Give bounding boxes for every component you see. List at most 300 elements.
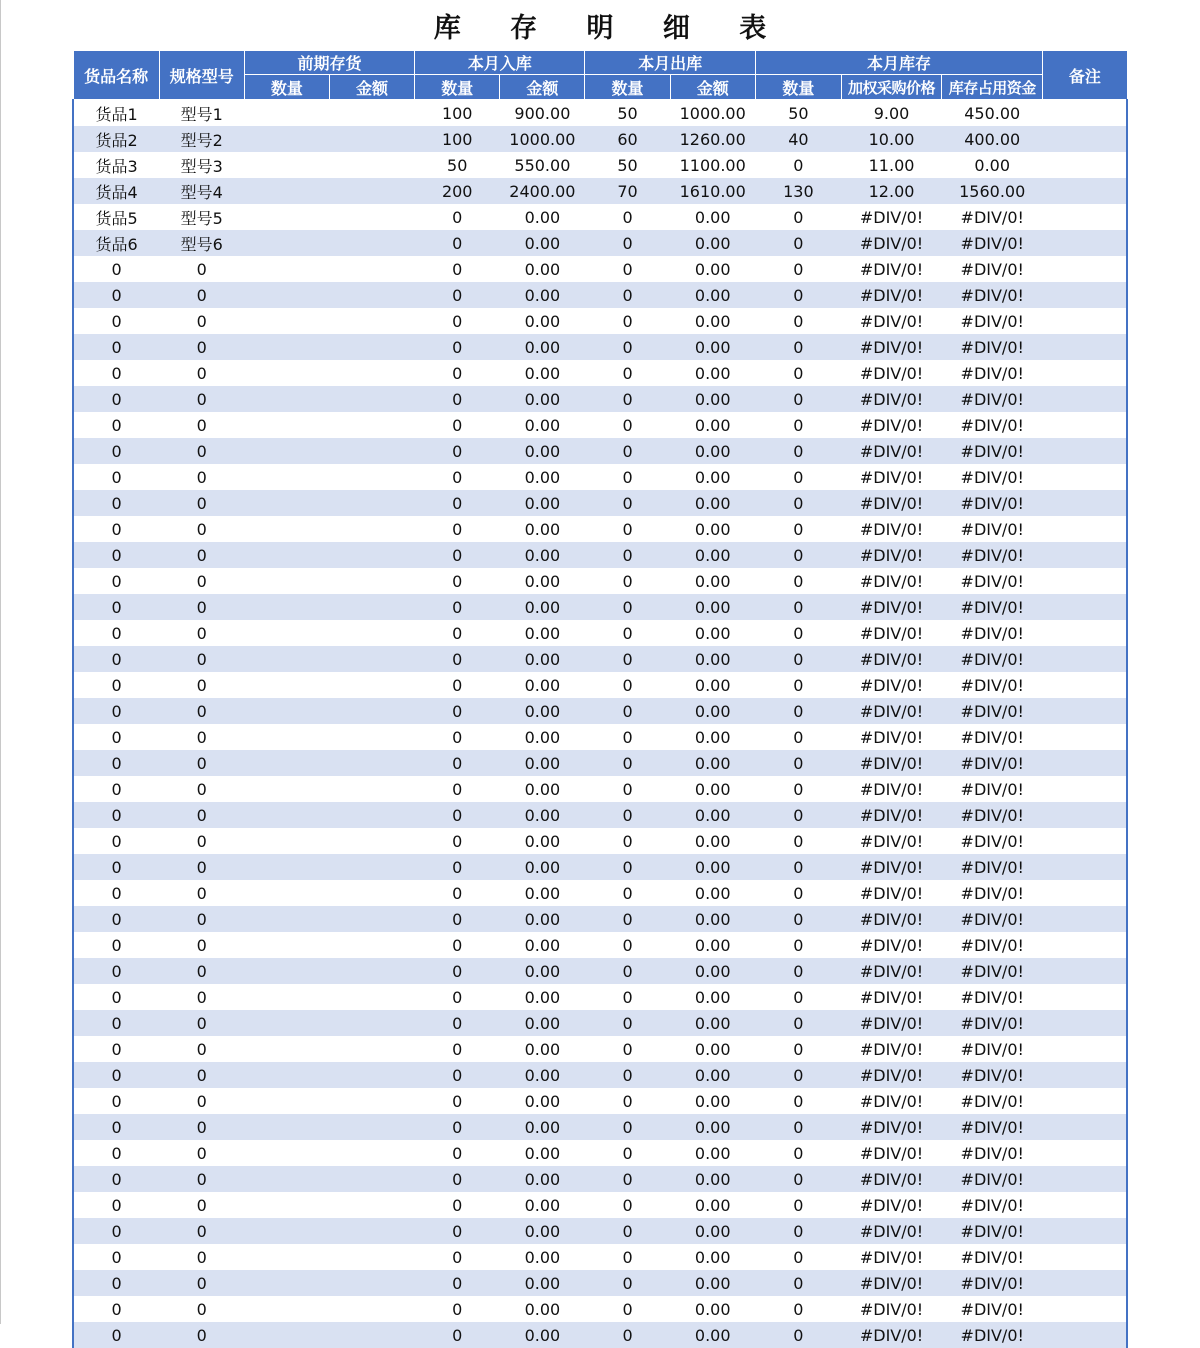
cell-weighted-price[interactable]: #DIV/0!	[841, 958, 941, 984]
cell-weighted-price[interactable]: #DIV/0!	[841, 386, 941, 412]
cell-weighted-price[interactable]: #DIV/0!	[841, 698, 941, 724]
cell-prev-amount[interactable]	[329, 828, 414, 854]
cell-remark[interactable]	[1043, 776, 1127, 802]
cell-stock-qty[interactable]: 0	[755, 1270, 841, 1296]
cell-out-qty[interactable]: 0	[585, 776, 670, 802]
cell-out-amount[interactable]: 1260.00	[670, 126, 755, 152]
cell-out-qty[interactable]: 0	[585, 1218, 670, 1244]
cell-spec[interactable]: 0	[159, 698, 244, 724]
cell-in-qty[interactable]: 0	[415, 958, 500, 984]
cell-in-qty[interactable]: 0	[415, 204, 500, 230]
cell-prev-qty[interactable]	[244, 1062, 329, 1088]
cell-name[interactable]: 0	[73, 412, 159, 438]
cell-in-amount[interactable]: 0.00	[500, 204, 585, 230]
cell-out-qty[interactable]: 60	[585, 126, 670, 152]
cell-weighted-price[interactable]: #DIV/0!	[841, 1088, 941, 1114]
cell-spec[interactable]: 0	[159, 1218, 244, 1244]
cell-prev-amount[interactable]	[329, 516, 414, 542]
cell-capital[interactable]: 450.00	[942, 100, 1043, 127]
cell-stock-qty[interactable]: 0	[755, 1114, 841, 1140]
cell-remark[interactable]	[1043, 646, 1127, 672]
cell-spec[interactable]: 0	[159, 1036, 244, 1062]
cell-stock-qty[interactable]: 0	[755, 1296, 841, 1322]
cell-weighted-price[interactable]: #DIV/0!	[841, 906, 941, 932]
header-prev-group[interactable]: 前期存货	[244, 51, 414, 75]
cell-out-amount[interactable]: 0.00	[670, 802, 755, 828]
cell-weighted-price[interactable]: #DIV/0!	[841, 1244, 941, 1270]
cell-prev-qty[interactable]	[244, 308, 329, 334]
cell-out-amount[interactable]: 0.00	[670, 256, 755, 282]
cell-prev-qty[interactable]	[244, 698, 329, 724]
cell-in-amount[interactable]: 0.00	[500, 646, 585, 672]
cell-prev-qty[interactable]	[244, 386, 329, 412]
cell-remark[interactable]	[1043, 984, 1127, 1010]
cell-remark[interactable]	[1043, 1192, 1127, 1218]
cell-out-qty[interactable]: 0	[585, 412, 670, 438]
header-spec[interactable]: 规格型号	[159, 51, 244, 100]
cell-name[interactable]: 0	[73, 802, 159, 828]
cell-stock-qty[interactable]: 0	[755, 1244, 841, 1270]
cell-in-amount[interactable]: 0.00	[500, 464, 585, 490]
cell-stock-qty[interactable]: 50	[755, 100, 841, 127]
cell-out-qty[interactable]: 0	[585, 542, 670, 568]
cell-remark[interactable]	[1043, 1296, 1127, 1322]
cell-out-amount[interactable]: 0.00	[670, 724, 755, 750]
cell-name[interactable]: 0	[73, 1140, 159, 1166]
cell-remark[interactable]	[1043, 828, 1127, 854]
cell-prev-amount[interactable]	[329, 594, 414, 620]
cell-prev-qty[interactable]	[244, 204, 329, 230]
cell-prev-amount[interactable]	[329, 906, 414, 932]
cell-name[interactable]: 0	[73, 1010, 159, 1036]
cell-prev-amount[interactable]	[329, 256, 414, 282]
cell-spec[interactable]: 0	[159, 802, 244, 828]
cell-out-amount[interactable]: 0.00	[670, 672, 755, 698]
cell-stock-qty[interactable]: 0	[755, 854, 841, 880]
cell-name[interactable]: 货品5	[73, 204, 159, 230]
cell-name[interactable]: 0	[73, 724, 159, 750]
cell-spec[interactable]: 0	[159, 438, 244, 464]
cell-in-amount[interactable]: 0.00	[500, 672, 585, 698]
cell-name[interactable]: 0	[73, 698, 159, 724]
cell-in-amount[interactable]: 0.00	[500, 932, 585, 958]
cell-capital[interactable]: #DIV/0!	[942, 1244, 1043, 1270]
cell-capital[interactable]: #DIV/0!	[942, 854, 1043, 880]
cell-prev-qty[interactable]	[244, 412, 329, 438]
cell-prev-amount[interactable]	[329, 750, 414, 776]
cell-in-qty[interactable]: 0	[415, 984, 500, 1010]
cell-out-amount[interactable]: 0.00	[670, 308, 755, 334]
cell-spec[interactable]: 0	[159, 906, 244, 932]
cell-prev-qty[interactable]	[244, 126, 329, 152]
cell-weighted-price[interactable]: 11.00	[841, 152, 941, 178]
cell-prev-amount[interactable]	[329, 1088, 414, 1114]
cell-prev-qty[interactable]	[244, 1322, 329, 1348]
cell-out-qty[interactable]: 0	[585, 1036, 670, 1062]
cell-out-qty[interactable]: 0	[585, 672, 670, 698]
cell-weighted-price[interactable]: #DIV/0!	[841, 308, 941, 334]
cell-prev-amount[interactable]	[329, 776, 414, 802]
cell-name[interactable]: 货品3	[73, 152, 159, 178]
cell-prev-amount[interactable]	[329, 984, 414, 1010]
cell-name[interactable]: 0	[73, 854, 159, 880]
cell-stock-qty[interactable]: 0	[755, 906, 841, 932]
cell-prev-qty[interactable]	[244, 932, 329, 958]
cell-weighted-price[interactable]: #DIV/0!	[841, 360, 941, 386]
cell-spec[interactable]: 0	[159, 386, 244, 412]
cell-out-amount[interactable]: 0.00	[670, 490, 755, 516]
cell-name[interactable]: 0	[73, 308, 159, 334]
cell-in-amount[interactable]: 0.00	[500, 1244, 585, 1270]
cell-capital[interactable]: #DIV/0!	[942, 880, 1043, 906]
cell-stock-qty[interactable]: 0	[755, 152, 841, 178]
cell-out-qty[interactable]: 0	[585, 932, 670, 958]
cell-prev-qty[interactable]	[244, 958, 329, 984]
cell-remark[interactable]	[1043, 1114, 1127, 1140]
cell-out-qty[interactable]: 0	[585, 958, 670, 984]
cell-out-amount[interactable]: 0.00	[670, 516, 755, 542]
cell-spec[interactable]: 0	[159, 412, 244, 438]
cell-in-amount[interactable]: 0.00	[500, 776, 585, 802]
cell-prev-amount[interactable]	[329, 1244, 414, 1270]
cell-out-amount[interactable]: 0.00	[670, 464, 755, 490]
cell-stock-qty[interactable]: 0	[755, 282, 841, 308]
cell-name[interactable]: 货品2	[73, 126, 159, 152]
cell-in-qty[interactable]: 0	[415, 802, 500, 828]
cell-out-qty[interactable]: 0	[585, 984, 670, 1010]
cell-spec[interactable]: 0	[159, 958, 244, 984]
cell-weighted-price[interactable]: #DIV/0!	[841, 1192, 941, 1218]
cell-remark[interactable]	[1043, 152, 1127, 178]
cell-out-amount[interactable]: 1000.00	[670, 100, 755, 127]
cell-in-amount[interactable]: 0.00	[500, 1218, 585, 1244]
cell-capital[interactable]: #DIV/0!	[942, 1322, 1043, 1348]
cell-prev-amount[interactable]	[329, 412, 414, 438]
cell-stock-qty[interactable]: 0	[755, 958, 841, 984]
cell-prev-qty[interactable]	[244, 880, 329, 906]
header-remark[interactable]: 备注	[1043, 51, 1127, 100]
cell-capital[interactable]: #DIV/0!	[942, 672, 1043, 698]
cell-weighted-price[interactable]: #DIV/0!	[841, 724, 941, 750]
cell-name[interactable]: 0	[73, 516, 159, 542]
cell-capital[interactable]: #DIV/0!	[942, 1192, 1043, 1218]
cell-in-qty[interactable]: 0	[415, 880, 500, 906]
cell-weighted-price[interactable]: 10.00	[841, 126, 941, 152]
cell-in-amount[interactable]: 0.00	[500, 1296, 585, 1322]
cell-spec[interactable]: 0	[159, 1244, 244, 1270]
cell-prev-qty[interactable]	[244, 360, 329, 386]
cell-spec[interactable]: 0	[159, 542, 244, 568]
cell-remark[interactable]	[1043, 1088, 1127, 1114]
cell-spec[interactable]: 0	[159, 568, 244, 594]
cell-in-amount[interactable]: 1000.00	[500, 126, 585, 152]
cell-prev-qty[interactable]	[244, 750, 329, 776]
cell-remark[interactable]	[1043, 1218, 1127, 1244]
cell-stock-qty[interactable]: 0	[755, 932, 841, 958]
cell-spec[interactable]: 0	[159, 1088, 244, 1114]
cell-stock-qty[interactable]: 40	[755, 126, 841, 152]
cell-in-amount[interactable]: 0.00	[500, 386, 585, 412]
cell-out-amount[interactable]: 0.00	[670, 750, 755, 776]
cell-remark[interactable]	[1043, 412, 1127, 438]
cell-in-qty[interactable]: 0	[415, 412, 500, 438]
cell-capital[interactable]: #DIV/0!	[942, 698, 1043, 724]
cell-capital[interactable]: 1560.00	[942, 178, 1043, 204]
cell-name[interactable]: 0	[73, 1036, 159, 1062]
cell-prev-qty[interactable]	[244, 1140, 329, 1166]
cell-out-qty[interactable]: 0	[585, 308, 670, 334]
cell-out-amount[interactable]: 0.00	[670, 646, 755, 672]
cell-capital[interactable]: #DIV/0!	[942, 620, 1043, 646]
cell-stock-qty[interactable]: 0	[755, 542, 841, 568]
cell-in-qty[interactable]: 0	[415, 672, 500, 698]
cell-prev-qty[interactable]	[244, 152, 329, 178]
cell-in-qty[interactable]: 0	[415, 750, 500, 776]
cell-prev-qty[interactable]	[244, 178, 329, 204]
cell-prev-qty[interactable]	[244, 1010, 329, 1036]
cell-prev-qty[interactable]	[244, 984, 329, 1010]
cell-out-qty[interactable]: 0	[585, 802, 670, 828]
cell-in-qty[interactable]: 0	[415, 1218, 500, 1244]
cell-name[interactable]: 0	[73, 464, 159, 490]
cell-spec[interactable]: 型号5	[159, 204, 244, 230]
cell-stock-qty[interactable]: 0	[755, 360, 841, 386]
cell-capital[interactable]: #DIV/0!	[942, 1140, 1043, 1166]
cell-out-amount[interactable]: 0.00	[670, 854, 755, 880]
cell-weighted-price[interactable]: #DIV/0!	[841, 204, 941, 230]
cell-remark[interactable]	[1043, 126, 1127, 152]
cell-out-amount[interactable]: 0.00	[670, 776, 755, 802]
cell-in-qty[interactable]: 0	[415, 646, 500, 672]
cell-prev-qty[interactable]	[244, 1296, 329, 1322]
cell-out-qty[interactable]: 0	[585, 568, 670, 594]
cell-out-qty[interactable]: 0	[585, 646, 670, 672]
cell-prev-qty[interactable]	[244, 568, 329, 594]
cell-stock-qty[interactable]: 0	[755, 256, 841, 282]
cell-spec[interactable]: 0	[159, 620, 244, 646]
cell-name[interactable]: 0	[73, 750, 159, 776]
cell-spec[interactable]: 0	[159, 594, 244, 620]
cell-name[interactable]: 0	[73, 1322, 159, 1348]
cell-out-amount[interactable]: 0.00	[670, 412, 755, 438]
cell-capital[interactable]: #DIV/0!	[942, 1088, 1043, 1114]
cell-out-amount[interactable]: 0.00	[670, 958, 755, 984]
cell-capital[interactable]: #DIV/0!	[942, 724, 1043, 750]
cell-in-amount[interactable]: 550.00	[500, 152, 585, 178]
cell-name[interactable]: 0	[73, 1270, 159, 1296]
cell-in-amount[interactable]: 0.00	[500, 1036, 585, 1062]
cell-name[interactable]: 0	[73, 984, 159, 1010]
cell-name[interactable]: 0	[73, 672, 159, 698]
cell-prev-qty[interactable]	[244, 776, 329, 802]
cell-name[interactable]: 0	[73, 360, 159, 386]
cell-name[interactable]: 0	[73, 1244, 159, 1270]
cell-out-qty[interactable]: 0	[585, 282, 670, 308]
cell-out-qty[interactable]: 0	[585, 256, 670, 282]
cell-prev-qty[interactable]	[244, 490, 329, 516]
cell-out-qty[interactable]: 0	[585, 360, 670, 386]
cell-out-qty[interactable]: 0	[585, 516, 670, 542]
cell-prev-qty[interactable]	[244, 282, 329, 308]
header-stock-qty[interactable]: 数量	[755, 75, 841, 100]
cell-weighted-price[interactable]: #DIV/0!	[841, 230, 941, 256]
cell-in-qty[interactable]: 0	[415, 1062, 500, 1088]
cell-stock-qty[interactable]: 0	[755, 724, 841, 750]
cell-spec[interactable]: 0	[159, 646, 244, 672]
cell-out-amount[interactable]: 0.00	[670, 204, 755, 230]
cell-prev-qty[interactable]	[244, 542, 329, 568]
cell-in-amount[interactable]: 0.00	[500, 360, 585, 386]
cell-name[interactable]: 0	[73, 932, 159, 958]
cell-remark[interactable]	[1043, 958, 1127, 984]
cell-prev-qty[interactable]	[244, 100, 329, 127]
cell-in-amount[interactable]: 0.00	[500, 594, 585, 620]
cell-capital[interactable]: #DIV/0!	[942, 568, 1043, 594]
cell-in-amount[interactable]: 0.00	[500, 698, 585, 724]
cell-in-amount[interactable]: 0.00	[500, 334, 585, 360]
cell-prev-qty[interactable]	[244, 854, 329, 880]
cell-name[interactable]: 0	[73, 490, 159, 516]
cell-prev-amount[interactable]	[329, 438, 414, 464]
cell-out-amount[interactable]: 0.00	[670, 1010, 755, 1036]
cell-remark[interactable]	[1043, 932, 1127, 958]
cell-stock-qty[interactable]: 0	[755, 1062, 841, 1088]
cell-in-amount[interactable]: 0.00	[500, 230, 585, 256]
cell-stock-qty[interactable]: 0	[755, 594, 841, 620]
cell-stock-qty[interactable]: 0	[755, 568, 841, 594]
cell-spec[interactable]: 0	[159, 308, 244, 334]
cell-prev-amount[interactable]	[329, 646, 414, 672]
cell-weighted-price[interactable]: #DIV/0!	[841, 1036, 941, 1062]
cell-remark[interactable]	[1043, 1322, 1127, 1348]
cell-stock-qty[interactable]: 0	[755, 412, 841, 438]
cell-prev-qty[interactable]	[244, 464, 329, 490]
cell-name[interactable]: 0	[73, 386, 159, 412]
cell-weighted-price[interactable]: #DIV/0!	[841, 516, 941, 542]
cell-prev-amount[interactable]	[329, 854, 414, 880]
header-name[interactable]: 货品名称	[73, 51, 159, 100]
header-prev-qty[interactable]: 数量	[244, 75, 329, 100]
cell-capital[interactable]: #DIV/0!	[942, 204, 1043, 230]
cell-in-qty[interactable]: 0	[415, 1010, 500, 1036]
cell-weighted-price[interactable]: #DIV/0!	[841, 1062, 941, 1088]
cell-spec[interactable]: 0	[159, 256, 244, 282]
cell-capital[interactable]: #DIV/0!	[942, 542, 1043, 568]
cell-in-qty[interactable]: 200	[415, 178, 500, 204]
cell-prev-qty[interactable]	[244, 1244, 329, 1270]
cell-capital[interactable]: #DIV/0!	[942, 256, 1043, 282]
cell-weighted-price[interactable]: #DIV/0!	[841, 932, 941, 958]
cell-capital[interactable]: #DIV/0!	[942, 1010, 1043, 1036]
cell-spec[interactable]: 0	[159, 1166, 244, 1192]
cell-name[interactable]: 0	[73, 568, 159, 594]
cell-spec[interactable]: 0	[159, 1296, 244, 1322]
cell-prev-amount[interactable]	[329, 1270, 414, 1296]
cell-prev-qty[interactable]	[244, 672, 329, 698]
cell-out-qty[interactable]: 0	[585, 828, 670, 854]
cell-capital[interactable]: #DIV/0!	[942, 802, 1043, 828]
cell-spec[interactable]: 0	[159, 1114, 244, 1140]
cell-remark[interactable]	[1043, 880, 1127, 906]
cell-out-amount[interactable]: 0.00	[670, 828, 755, 854]
cell-spec[interactable]: 型号4	[159, 178, 244, 204]
cell-prev-amount[interactable]	[329, 724, 414, 750]
cell-stock-qty[interactable]: 0	[755, 1140, 841, 1166]
cell-capital[interactable]: #DIV/0!	[942, 308, 1043, 334]
cell-remark[interactable]	[1043, 386, 1127, 412]
cell-prev-qty[interactable]	[244, 1114, 329, 1140]
cell-in-amount[interactable]: 0.00	[500, 828, 585, 854]
cell-in-qty[interactable]: 0	[415, 854, 500, 880]
cell-weighted-price[interactable]: #DIV/0!	[841, 438, 941, 464]
cell-out-qty[interactable]: 0	[585, 1088, 670, 1114]
cell-prev-amount[interactable]	[329, 360, 414, 386]
cell-prev-amount[interactable]	[329, 1036, 414, 1062]
cell-capital[interactable]: #DIV/0!	[942, 958, 1043, 984]
cell-weighted-price[interactable]: #DIV/0!	[841, 776, 941, 802]
cell-in-qty[interactable]: 0	[415, 1296, 500, 1322]
cell-stock-qty[interactable]: 130	[755, 178, 841, 204]
cell-in-qty[interactable]: 0	[415, 334, 500, 360]
cell-capital[interactable]: #DIV/0!	[942, 516, 1043, 542]
cell-remark[interactable]	[1043, 308, 1127, 334]
cell-remark[interactable]	[1043, 490, 1127, 516]
cell-out-qty[interactable]: 0	[585, 490, 670, 516]
cell-in-amount[interactable]: 0.00	[500, 1322, 585, 1348]
cell-remark[interactable]	[1043, 672, 1127, 698]
cell-remark[interactable]	[1043, 1166, 1127, 1192]
cell-in-qty[interactable]: 0	[415, 932, 500, 958]
cell-name[interactable]: 0	[73, 542, 159, 568]
cell-prev-qty[interactable]	[244, 620, 329, 646]
cell-stock-qty[interactable]: 0	[755, 386, 841, 412]
cell-in-qty[interactable]: 50	[415, 152, 500, 178]
cell-stock-qty[interactable]: 0	[755, 1036, 841, 1062]
header-in-amount[interactable]: 金额	[500, 75, 585, 100]
cell-in-qty[interactable]: 0	[415, 620, 500, 646]
cell-out-qty[interactable]: 0	[585, 1296, 670, 1322]
cell-prev-amount[interactable]	[329, 1114, 414, 1140]
cell-name[interactable]: 0	[73, 646, 159, 672]
cell-stock-qty[interactable]: 0	[755, 776, 841, 802]
cell-out-amount[interactable]: 0.00	[670, 1140, 755, 1166]
cell-out-amount[interactable]: 0.00	[670, 1036, 755, 1062]
cell-in-amount[interactable]: 0.00	[500, 1010, 585, 1036]
cell-capital[interactable]: #DIV/0!	[942, 438, 1043, 464]
cell-weighted-price[interactable]: #DIV/0!	[841, 828, 941, 854]
cell-spec[interactable]: 0	[159, 1322, 244, 1348]
cell-remark[interactable]	[1043, 1062, 1127, 1088]
cell-name[interactable]: 0	[73, 1218, 159, 1244]
cell-out-amount[interactable]: 0.00	[670, 386, 755, 412]
cell-spec[interactable]: 0	[159, 854, 244, 880]
cell-prev-amount[interactable]	[329, 464, 414, 490]
cell-remark[interactable]	[1043, 854, 1127, 880]
cell-capital[interactable]: #DIV/0!	[942, 464, 1043, 490]
cell-stock-qty[interactable]: 0	[755, 646, 841, 672]
cell-prev-qty[interactable]	[244, 256, 329, 282]
cell-out-qty[interactable]: 0	[585, 464, 670, 490]
cell-in-amount[interactable]: 0.00	[500, 724, 585, 750]
cell-spec[interactable]: 0	[159, 984, 244, 1010]
cell-weighted-price[interactable]: #DIV/0!	[841, 646, 941, 672]
cell-prev-amount[interactable]	[329, 126, 414, 152]
cell-name[interactable]: 货品4	[73, 178, 159, 204]
cell-stock-qty[interactable]: 0	[755, 308, 841, 334]
cell-name[interactable]: 0	[73, 958, 159, 984]
cell-spec[interactable]: 0	[159, 750, 244, 776]
cell-weighted-price[interactable]: #DIV/0!	[841, 412, 941, 438]
